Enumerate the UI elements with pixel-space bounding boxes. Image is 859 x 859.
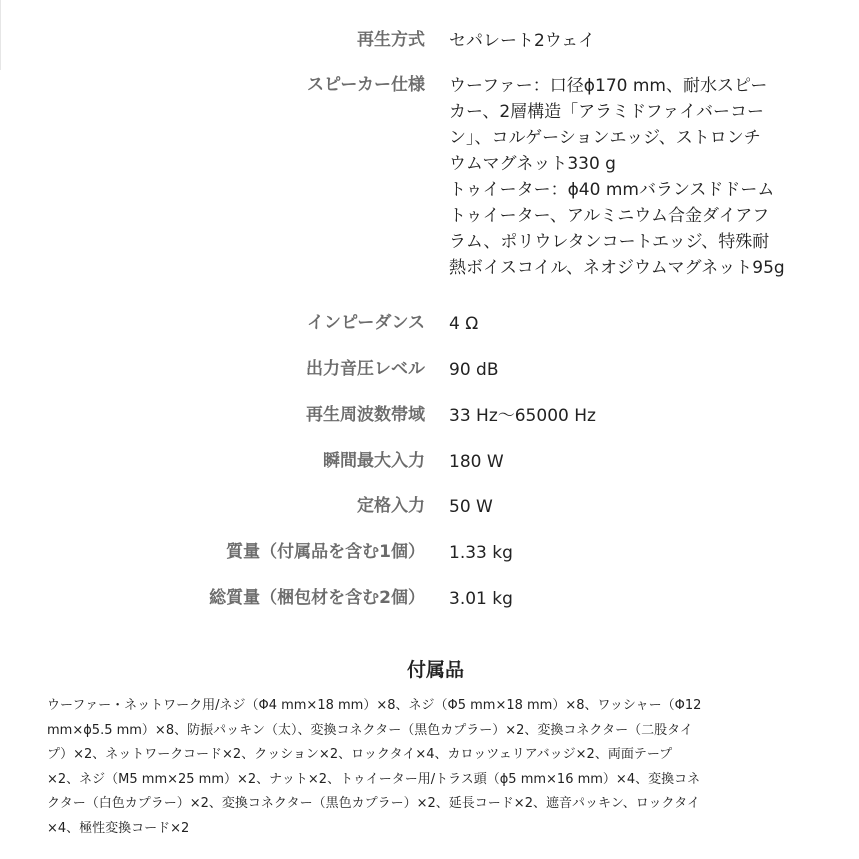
accessories-line: ×2、ネジ（M5 mm×25 mm）×2、ナット×2、トゥイーター用/トラス頭（ϕ5 mm×16 mm）×4、変換コネ xyxy=(47,771,701,787)
spec-value xyxy=(449,403,829,429)
spec-label: 定格入力 xyxy=(357,496,425,516)
spec-value-line: 1.33 kg xyxy=(449,543,513,563)
spec-value xyxy=(449,357,829,383)
spec-value-line: ン」、コルゲーションエッジ、ストロンチ xyxy=(449,128,761,148)
spec-value-line: ウムマグネット330 g xyxy=(449,154,616,174)
spec-value-line: 180 W xyxy=(449,452,504,472)
left-divider xyxy=(0,0,1,70)
spec-value-line: 90 dB xyxy=(449,360,499,380)
spec-value-line: 3.01 kg xyxy=(449,589,513,609)
spec-label: 質量（付属品を含む1個） xyxy=(226,542,425,562)
spec-label: 総質量（梱包材を含む2個） xyxy=(209,588,425,608)
spec-label: 再生周波数帯域 xyxy=(306,405,425,425)
spec-label: インピーダンス xyxy=(307,313,425,333)
spec-value xyxy=(449,540,829,566)
accessories-line: ×4、極性変換コード×2 xyxy=(47,820,190,836)
spec-value xyxy=(449,449,829,475)
spec-value xyxy=(449,586,829,612)
accessories-line: クター（白色カプラー）×2、変換コネクター（黒色カプラー）×2、延長コード×2、遮音パッキン、ロックタイ xyxy=(47,796,701,811)
spec-value-line: トゥイーター、アルミニウム合金ダイアフ xyxy=(449,206,770,226)
spec-value-line: ラム、ポリウレタンコートエッジ、特殊耐 xyxy=(449,232,770,252)
spec-label: 出力音圧レベル xyxy=(306,359,425,379)
spec-value-line: ウーファー：口径ϕ170 mm、耐水スピー xyxy=(449,76,768,96)
spec-value xyxy=(449,494,829,520)
accessories-list xyxy=(47,694,827,841)
spec-value-line: 熱ボイスコイル、ネオジウムマグネット95g xyxy=(449,258,785,278)
accessories-line: mm×ϕ5.5 mm）×8、防振パッキン（太）、変換コネクター（黒色カプラー）×2、変換コネクター（二股タイ xyxy=(47,722,693,738)
spec-value xyxy=(449,73,829,281)
accessories-title: 付属品 xyxy=(406,659,464,681)
spec-value xyxy=(449,311,829,337)
accessories-line: ウーファー・ネットワーク用/ネジ（Φ4 mm×18 mm）×8、ネジ（Φ5 mm×18 mm）×8、ワッシャー（Φ12 xyxy=(47,698,702,713)
spec-label: 瞬間最大入力 xyxy=(323,451,425,471)
spec-label: 再生方式 xyxy=(357,30,425,50)
spec-value-line: トゥイーター：ϕ40 mmバランスドドーム xyxy=(449,180,775,200)
spec-value xyxy=(449,28,829,54)
spec-value-line: 4 Ω xyxy=(449,314,479,334)
spec-value-line: 33 Hz～65000 Hz xyxy=(449,406,596,426)
spec-value-line: 50 W xyxy=(449,497,493,517)
accessories-line: プ）×2、ネットワークコード×2、クッション×2、ロックタイ×4、カロッツェリアバッジ×2、両面テープ xyxy=(47,747,673,762)
spec-value-line: カー、2層構造「アラミドファイバーコー xyxy=(449,102,764,122)
spec-value-line: セパレート2ウェイ xyxy=(449,31,596,51)
spec-label: スピーカー仕様 xyxy=(307,75,425,95)
